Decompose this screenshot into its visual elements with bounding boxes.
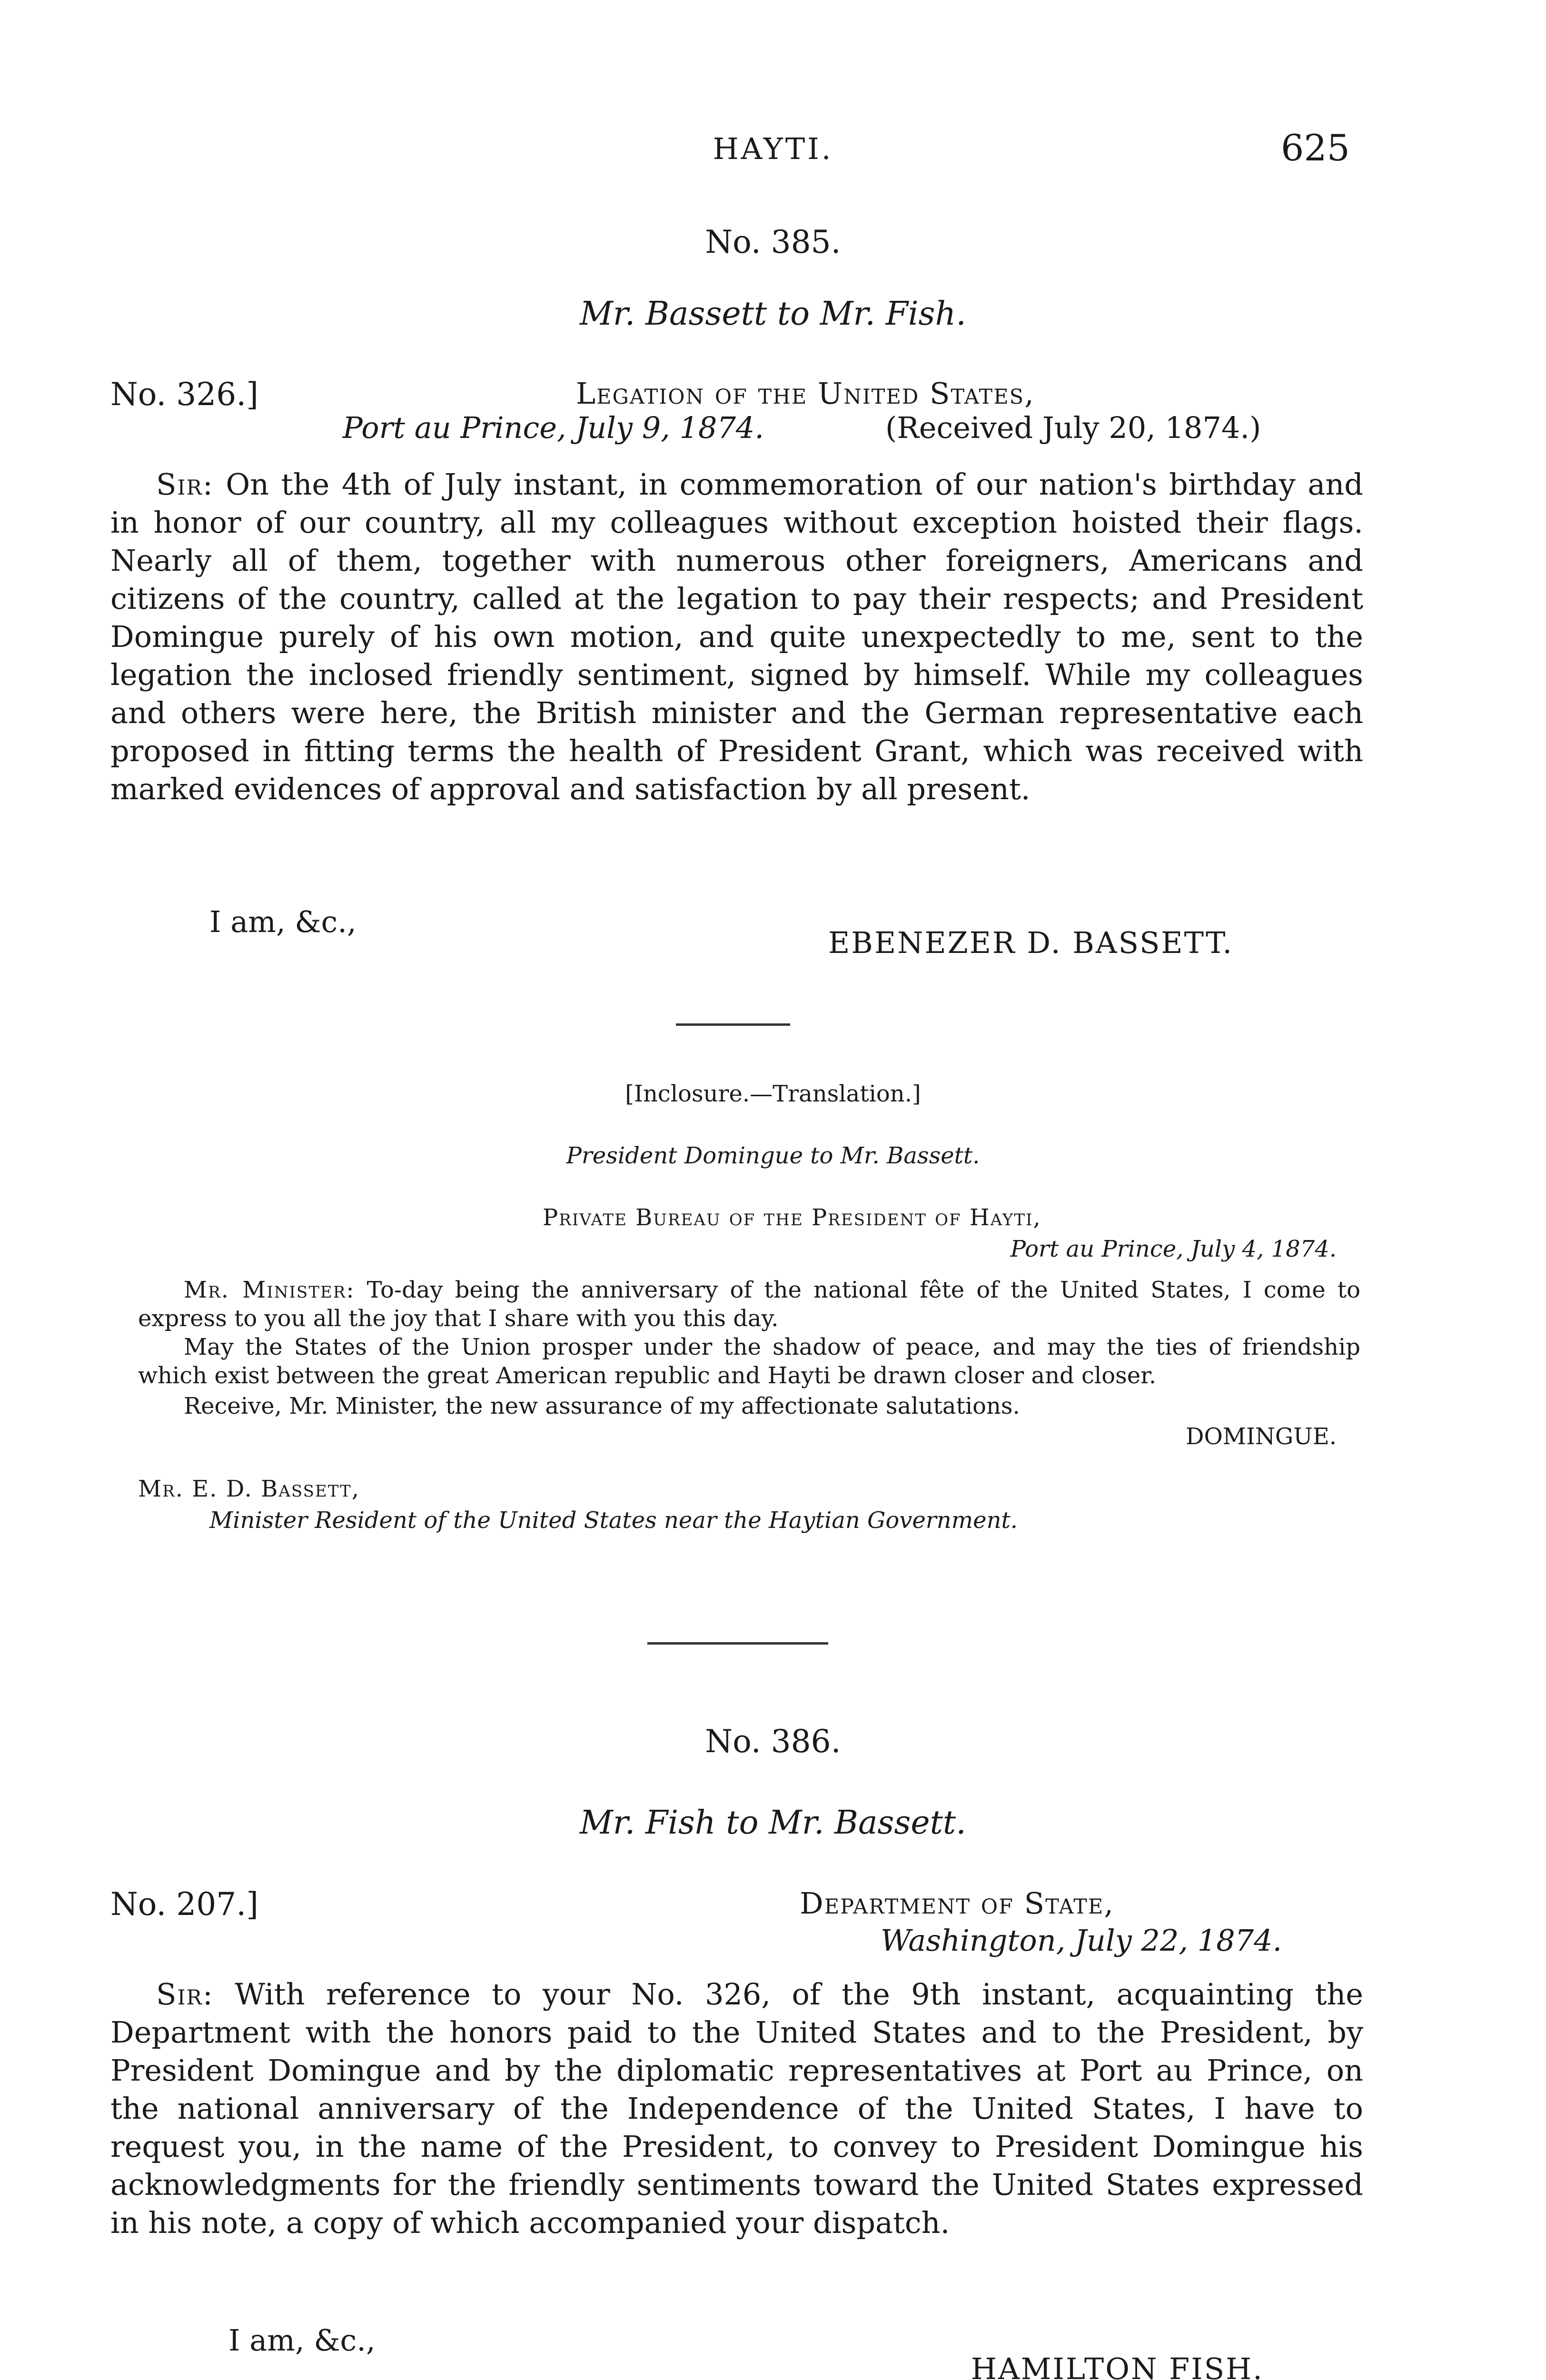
- inclosure-para1-text: To-day being the anniversary of the national fête of the United States, I come to express to you all the joy that I share with you this day.: [138, 1277, 1360, 1332]
- inclosure-title: President Domingue to Mr. Bassett.: [566, 1142, 980, 1169]
- inclosure-paragraph-2: May the States of the Union prosper under the shadow of peace, and may the ties of friendship which exist between the great American republic and Hayti be drawn closer and closer.: [138, 1334, 1360, 1389]
- section-divider: [647, 1642, 828, 1645]
- inclosure-paragraph-3: Receive, Mr. Minister, the new assurance of my affectionate salutations.: [184, 1393, 1020, 1419]
- doc386-body-paragraph: [110, 1975, 1363, 2318]
- inclosure-label: [Inclosure.—Translation.]: [625, 1081, 921, 1107]
- inclosure-addressee-title: Minister Resident of the United States near the Haytian Government.: [209, 1507, 1018, 1534]
- doc386-title: Mr. Fish to Mr. Bassett.: [580, 1804, 966, 1842]
- doc385-received: (Received July 20, 1874.): [885, 410, 1261, 445]
- doc385-number: No. 385.: [705, 224, 841, 260]
- inclosure-institution: Private Bureau of the President of Hayti,: [543, 1204, 1041, 1231]
- page-number: 625: [1280, 127, 1350, 169]
- inclosure-signature: DOMINGUE.: [1185, 1423, 1337, 1450]
- inclosure-paragraph-1: [138, 1276, 1360, 1333]
- inclosure-addressee: Mr. E. D. Bassett,: [138, 1476, 360, 1502]
- doc386-body-text: With reference to your No. 326, of the 9th instant, acquainting the Department with the honors paid to the United States and to the President, by President Domingue and by the diplomatic representatives at Port au Prince, on the national anniversary of the Independence of the United States, I have to request you, in the name of the President, to convey to President Domingue his acknowledgments for the friendly sentiments toward the United States expressed in his note, a copy of which accompanied your dispatch.: [110, 1977, 1363, 2240]
- doc386-number: No. 386.: [705, 1723, 841, 1760]
- doc385-place-date: Port au Prince, July 9, 1874.: [343, 410, 764, 445]
- doc386-closing: I am, &c.,: [228, 2323, 376, 2358]
- inclosure-salutation: Mr. Minister:: [184, 1277, 355, 1303]
- doc386-ref-no: No. 207.]: [110, 1886, 258, 1923]
- doc386-salutation: Sir:: [156, 1977, 214, 2012]
- section-divider: [676, 1023, 790, 1026]
- doc385-body-text: On the 4th of July instant, in commemoration of our nation's birthday and in honor of our country, all my colleagues without exception hoisted their flags. Nearly all of them, together with numerous other foreigners, Americans and citizens of the country, called at the legation to pay their respects; and President Domingue purely of his own motion, and quite unexpectedly to me, sent to the legation the inclosed friendly sentiment, signed by himself. While my colleagues and others were here, the British minister and the German representative each proposed in fitting terms the health of President Grant, which was received with marked evidences of approval and satisfaction by all present.: [110, 467, 1363, 806]
- doc385-signature: EBENEZER D. BASSETT.: [828, 925, 1234, 960]
- doc386-institution: Department of State,: [800, 1886, 1114, 1921]
- inclosure-place-date: Port au Prince, July 4, 1874.: [1010, 1236, 1337, 1262]
- doc385-title: Mr. Bassett to Mr. Fish.: [580, 295, 966, 333]
- doc385-salutation: Sir:: [156, 467, 214, 502]
- doc386-place-date: Washington, July 22, 1874.: [881, 1923, 1282, 1958]
- doc385-closing: I am, &c.,: [209, 904, 357, 939]
- doc385-institution: Legation of the United States,: [576, 376, 1035, 411]
- doc385-body-paragraph: [110, 466, 1363, 880]
- running-title: HAYTI.: [713, 131, 833, 166]
- doc385-ref-no: No. 326.]: [110, 376, 258, 413]
- doc386-signature: HAMILTON FISH.: [971, 2351, 1264, 2380]
